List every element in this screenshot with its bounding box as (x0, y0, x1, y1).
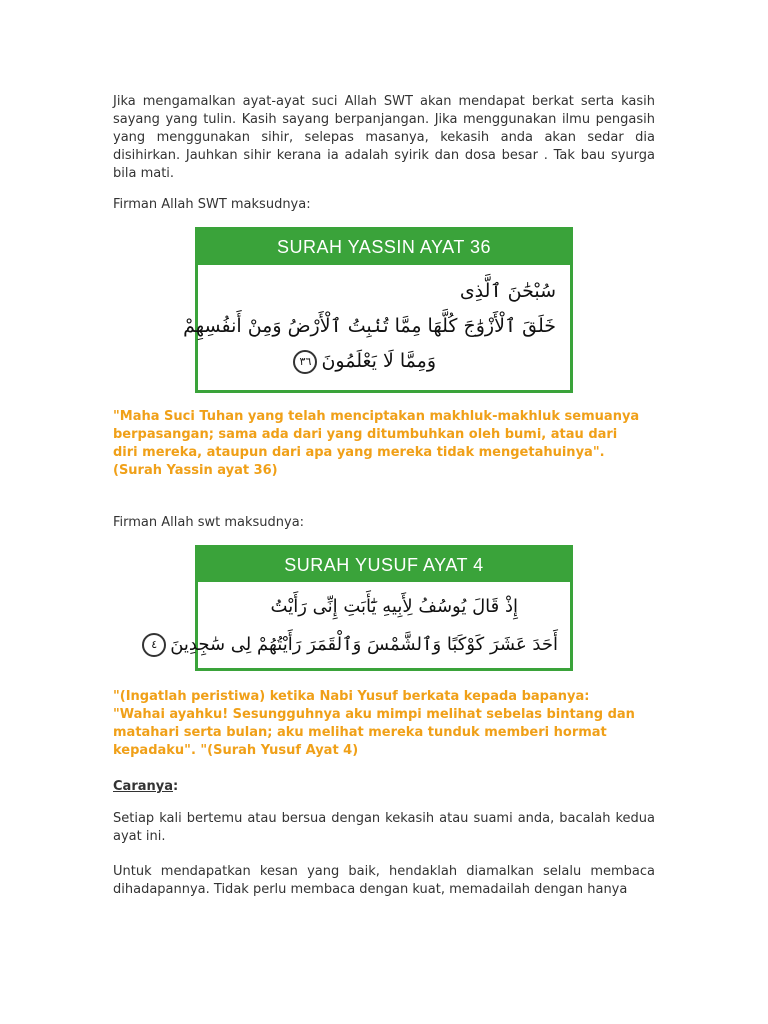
ayah-number-badge: ٤ (142, 633, 166, 657)
verse-title-2: SURAH YUSUF AYAT 4 (198, 548, 570, 582)
paragraph-3: Setiap kali bertemu atau bersua dengan kekasih atau suami anda, bacalah kedua ayat ini. (113, 811, 655, 844)
caranya-label: Caranya (113, 779, 173, 794)
firman-heading-2: Firman Allah swt maksudnya: (113, 515, 305, 530)
translation-1: "Maha Suci Tuhan yang telah menciptakan makhluk-makhluk semuanya berpasangan; sama ada dari yang ditumbuhkan oleh bumi, atau dari diri mereka, ataupun dari apa yang mereka tidak mengetahuinya". (Surah Yassin ayat 36) (113, 409, 640, 478)
firman-heading-1: Firman Allah SWT maksudnya: (113, 197, 311, 212)
arabic-line: سُبْحَٰنَ ٱلَّذِى (459, 280, 556, 302)
arabic-line-last (208, 344, 556, 379)
arabic-line-last (151, 626, 558, 664)
verse-arabic-1 (183, 274, 570, 379)
paragraph-4: Untuk mendapatkan kesan yang baik, hendaklah diamalkan selalu membaca dihadapannya. Tidak perlu membaca dengan kuat, memadailah dengan hanya (113, 864, 655, 897)
ayah-number-badge: ٣٦ (293, 350, 317, 374)
arabic-line: خَلَقَ ٱلْأَزْوَٰجَ كُلَّهَا مِمَّا تُنۢبِتُ ٱلْأَرْضُ وَمِنْ أَنفُسِهِمْ (183, 315, 556, 337)
caranya-colon: : (173, 779, 179, 794)
verse-image-yassin-36 (183, 227, 573, 393)
arabic-line: إِذْ قَالَ يُوسُفُ لِأَبِيهِ يَٰٓأَبَتِ إِنِّى رَأَيْتُ (270, 596, 518, 617)
verse-arabic-2 (151, 588, 570, 664)
verse-image-yusuf-4 (151, 545, 573, 671)
verse-title-1: SURAH YASSIN AYAT 36 (198, 230, 570, 265)
intro-paragraph: Jika mengamalkan ayat-ayat suci Allah SWT akan mendapat berkat serta kasih sayang yang tulin. Kasih sayang berpanjangan. Jika menggunakan ilmu pengasih yang menggunakan sihir, selepas masanya, kekasih anda akan sedar dia disihirkan. Jauhkan sihir kerana ia adalah syirik dan dosa besar . Tak bau syurga bila mati. (113, 94, 655, 181)
arabic-line: وَمِمَّا لَا يَعْلَمُونَ (321, 350, 436, 372)
translation-2: "(Ingatlah peristiwa) ketika Nabi Yusuf berkata kepada bapanya: "Wahai ayahku! Sesungguhnya aku mimpi melihat sebelas bintang dan matahari serta bulan; aku melihat mereka tunduk memberi hormat kepadaku". "(Surah Yusuf Ayat 4) (113, 689, 635, 758)
caranya-heading (113, 778, 178, 796)
arabic-line: أَحَدَ عَشَرَ كَوْكَبًا وَٱلشَّمْسَ وَٱلْقَمَرَ رَأَيْتُهُمْ لِى سَٰجِدِينَ (170, 634, 558, 655)
